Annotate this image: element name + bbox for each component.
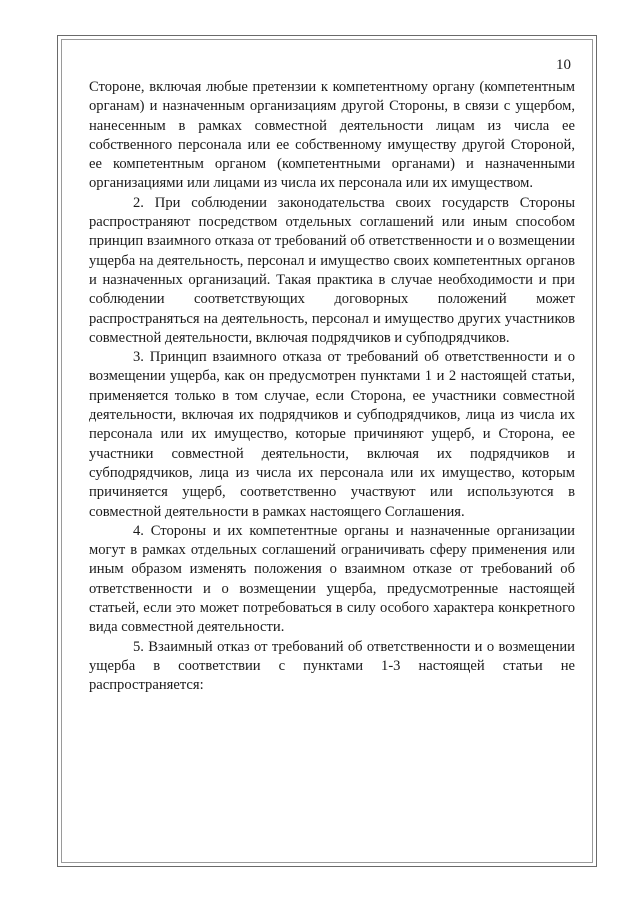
paragraph-2: 2. При соблюдении законодательства своих государств Стороны распространяют посредством отдельных соглашений или иным способом принцип взаимного отказа от требований об ответственности и о возмещении ущерба на деятельность, персонал и имущество своих компетентных органов и назначенных организаций. Такая практика в случае необходимости и при соблюдении соответствующих договорных положений может распространяться на деятельность, персонал и имущество других участников совместной деятельности, включая подрядчиков и субподрядчиков. (89, 194, 575, 346)
paragraph-3: 3. Принцип взаимного отказа от требований об ответственности и о возмещении ущерба, как он предусмотрен пунктами 1 и 2 настоящей статьи, применяется только в том случае, если Сторона, ее участники совместной деятельности, включая их подрядчиков и субподрядчиков, лица из числа их персонала или их имущество, которые причиняют ущерб, и Сторона, ее участники совместной деятельности, включая их подрядчиков и субподрядчиков, лица из числа их персонала или их имущество, которым причиняется ущерб, соответственно участвуют или используются в совместной деятельности в рамках настоящего Соглашения. (89, 349, 575, 520)
paragraph-continuation: Стороне, включая любые претензии к компетентному органу (компетентным органам) и назначенным организациям другой Стороны, в связи с ущербом, нанесенным в рамках совместной деятельности лицам из числа ее собственного персонала или ее собственному имуществу другой Стороной, ее компетентным органом (компетентными органами) и назначенными организациями или лицами из числа их персонала или их имуществом. (89, 79, 575, 192)
document-body (89, 78, 575, 696)
paragraph-4: 4. Стороны и их компетентные органы и назначенные организации могут в рамках отдельных соглашений ограничивать сферу применения или иным образом изменять положения о взаимном отказе от требований об ответственности и о возмещении ущерба, предусмотренные настоящей статьей, если это может потребоваться в силу особого характера конкретного вида совместной деятельности. (89, 522, 575, 636)
paragraph-5: 5. Взаимный отказ от требований об ответственности и о возмещении ущерба в соответствии с пунктами 1-3 настоящей статьи не распространяется: (89, 638, 575, 694)
page-number: 10 (556, 57, 571, 73)
